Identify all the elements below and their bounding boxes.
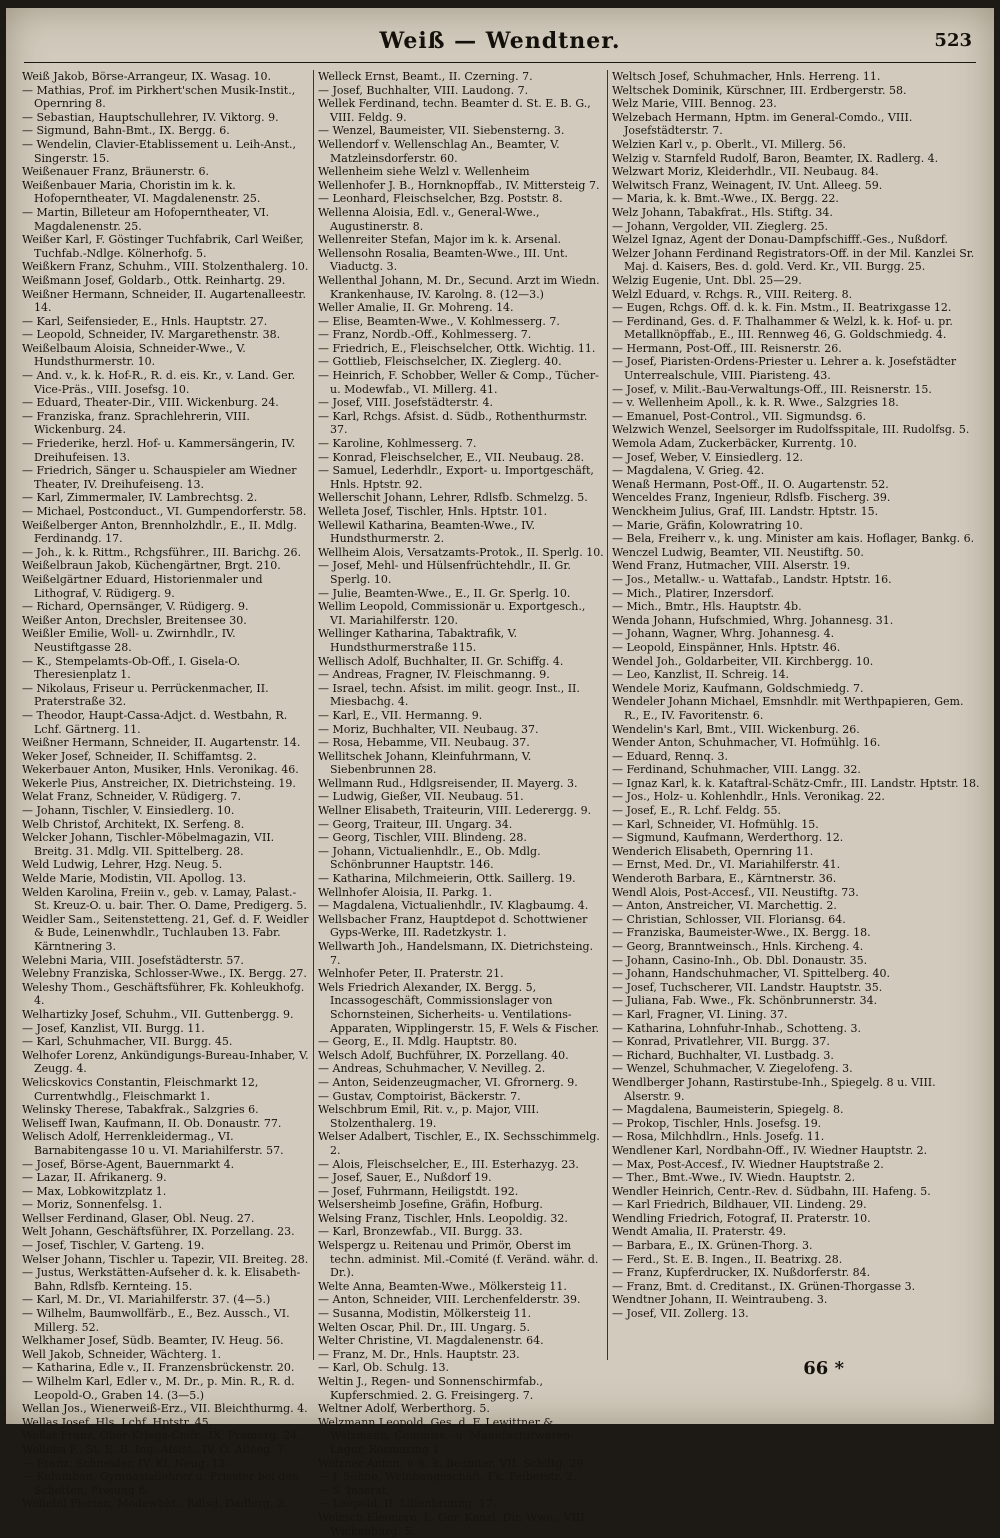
directory-entry: Welhartizky Josef, Schuhm., VII. Guttenbergg. 9. [22,1007,294,1021]
directory-entry: — Karl, E., VII. Hermanng. 9. [318,708,483,722]
directory-entry: Weißelberger Anton, Brennholzhdlr., E., II. Mdlg. Ferdinandg. 17. [22,518,297,546]
directory-entry: Wendler Heinrich, Centr.-Rev. d. Südbahn, III. Hafeng. 5. [612,1184,931,1198]
directory-entry: — Heinrich, F. Schobber, Weller & Comp., Tücher-u. Modewfab., VI. Millerg. 41. [318,369,599,396]
directory-entry: Wendling Friedrich, Fotograf, II. Praterstr. 10. [612,1211,871,1225]
directory-entry: — Leopold, Schneider, IV. Margarethenstr. 38. [22,328,281,342]
directory-entry: — Anton, Seidenzeugmacher, VI. Gfrornerg. 9. [318,1075,578,1089]
directory-entry: — Josef, v. Milit.-Bau-Verwaltungs-Off., III. Reisnerstr. 15. [612,382,932,396]
directory-entry: — Josef, Sauer, E., Nußdorf 19. [318,1171,492,1185]
directory-entry: — Leo, Kanzlist, II. Schreig. 14. [612,668,789,682]
directory-entry: Welleba F., St. E. B. Ing.-Afsist., IV. Ö. Alleeg. 7. [22,1442,288,1456]
directory-entry: Welte Anna, Beamten-Wwe., Mölkersteig 11. [318,1279,567,1293]
page-number: 523 [934,30,972,51]
directory-entry: Wellenheim siehe Welzl v. Wellenheim [318,165,530,179]
directory-entry: Wellewil Katharina, Beamten-Wwe., IV. Hundsthurmerstr. 2. [318,518,535,546]
directory-entry: — Josef, Fuhrmann, Heiligstdt. 192. [318,1184,519,1198]
directory-entry: — K., Stempelamts-Ob-Off., I. Gisela-O. Theresienplatz 1. [22,654,241,682]
directory-entry: Welisch Adolf, Herrenkleidermag., VI. Barnabitengasse 10 u. VI. Mariahilferstr. 57. [22,1130,284,1157]
directory-entry: Weltschek Dominik, Kürschner, III. Erdbergerstr. 58. [612,83,907,97]
page-header [24,22,976,63]
directory-entry: — Karl, Seifensieder, E., Hnls. Hauptstr. 27. [22,314,268,328]
directory-entry: — Theodor, Haupt-Cassa-Adjct. d. Westbahn, R. Lchf. Gärtnerg. 11. [22,708,288,736]
directory-entry: Wenaß Hermann, Post-Off., II. O. Augartenstr. 52. [612,477,889,491]
directory-entry: — Johann, Handschuhmacher, VI. Spittelberg. 40. [612,967,891,981]
directory-entry: — Ther., Bmt.-Wwe., IV. Wiedn. Hauptstr. 2. [612,1171,856,1185]
directory-entry: — Wenzel, Schuhmacher, V. Ziegelofeng. 3. [612,1062,853,1076]
directory-entry: — Anton, Schneider, VIII. Lerchenfelderstr. 39. [318,1293,581,1307]
directory-entry: — Karl, Ob. Schulg. 13. [318,1361,450,1375]
directory-entry: — Karl, Bronzewfab., VII. Burgg. 33. [318,1225,523,1239]
directory-entry: — Eugen, Rchgs. Off. d. k. k. Fin. Mstm., II. Beatrixgasse 12. [612,301,952,315]
directory-entry: — Mich., Platirer, Inzersdorf. [612,586,774,600]
column-right [612,70,980,1370]
directory-entry: — Richard, Buchhalter, VI. Lustbadg. 3. [612,1048,834,1062]
directory-entry: Welat Franz, Schneider, V. Rüdigerg. 7. [22,790,242,804]
directory-entry: Wendt Amalia, II. Praterstr. 49. [612,1225,787,1239]
directory-entry: — Johann, Tischler, V. Einsiedlerg. 10. [22,804,235,818]
directory-entry: Wendel Joh., Goldarbeiter, VII. Kirchbergg. 10. [612,654,874,668]
directory-entry: — Josef, Weber, V. Einsiedlerg. 12. [612,450,804,464]
directory-entry: — Alois, Fleischselcher, E., III. Esterhazyg. 23. [318,1157,579,1171]
directory-entry: Welzner Anton, v. k. k. Beamter, VII. Schiltg. 29. [318,1456,587,1470]
directory-entry: Welsing Franz, Tischler, Hnls. Leopoldig. 32. [318,1211,568,1225]
directory-entry: Well Jakob, Schneider, Wächterg. 1. [22,1347,222,1361]
directory-entry: — Karl, Rchgs. Afsist. d. Südb., Rothenthurmstr. 37. [318,409,588,437]
directory-entry: — Josef, VII. Zollerg. 13. [612,1307,749,1321]
directory-entry: Weltner Adolf, Werberthorg. 5. [318,1402,490,1416]
directory-entry: — Wilhelm, Baumwollfärb., E., Bez. Aussch., VI. Millerg. 52. [22,1307,290,1334]
directory-entry: — Georg, Branntweinsch., Hnls. Kircheng. 4. [612,940,864,953]
directory-entry: Wellerschit Johann, Lehrer, Rdlsfb. Schmelzg. 5. [318,491,588,505]
directory-entry: Welzl Eduard, v. Rchgs. R., VIII. Reiterg. 8. [612,287,853,301]
directory-entry: — Karl, Fragner, VI. Lining. 37. [612,1007,788,1021]
directory-entry: — Katharina, Edle v., II. Franzensbrückenstr. 20. [22,1361,295,1375]
directory-entry: — Johann, Vergolder, VII. Zieglerg. 25. [612,219,828,233]
directory-entry: Wellenna Aloisia, Edl. v., General-Wwe., Augustinerstr. 8. [318,205,540,233]
directory-entry: Welebny Franziska, Schlosser-Wwe., IX. Bergg. 27. [22,967,307,981]
directory-entry: — Max, Lobkowitzplatz 1. [22,1184,167,1198]
directory-entry: — Ludwig, Gießer, VII. Neubaug. 51. [318,790,524,804]
directory-entry: Welkhamer Josef, Südb. Beamter, IV. Heug. 56. [22,1334,284,1348]
directory-entry: — Marie, Gräfin, Kolowratring 10. [612,518,803,532]
directory-entry: Welleck Ernst, Beamt., II. Czerning. 7. [318,70,533,83]
directory-entry: Wendelin's Karl, Bmt., VIII. Wickenburg. 26. [612,722,860,736]
directory-entry: — Johann, Victualienhdlr., E., Ob. Mdlg. Schönbrunner Hauptstr. 146. [318,844,541,872]
directory-entry: — Katharina, Lohnfuhr-Inhab., Schotteng. 3. [612,1021,862,1035]
directory-entry: Weißelbraun Jakob, Küchengärtner, Brgt. 210. [22,559,281,573]
directory-entry: Welhofer Lorenz, Ankündigungs-Bureau-Inhaber, V. Zeugg. 4. [22,1048,309,1076]
directory-entry: — Gottlieb, Fleischselcher, IX. Zieglerg. 40. [318,355,562,369]
directory-entry: — Elise, Beamten-Wwe., V. Kohlmesserg. 7. [318,314,560,328]
directory-entry: Wemola Adam, Zuckerbäcker, Kurrentg. 10. [612,437,857,451]
directory-entry: — Josef, E., R. Lchf. Feldg. 55. [612,804,782,818]
directory-entry: — Friedrich, Sänger u. Schauspieler am Wiedner Theater, IV. Dreihufeiseng. 13. [22,464,297,491]
column-middle [318,70,604,1538]
directory-entry: Wend Franz, Hutmacher, VIII. Alserstr. 19. [612,559,851,573]
directory-entry: — Joh., k. k. Rittm., Rchgsführer., III. Barichg. 26. [22,545,301,559]
directory-entry: Weißler Emilie, Woll- u. Zwirnhdlr., IV. Neustiftgasse 28. [22,627,236,654]
directory-entry: — Wenzel, Baumeister, VII. Siebensterng. 3. [318,124,565,138]
directory-entry: — Anton, Anstreicher, VI. Marchettig. 2. [612,899,837,913]
directory-entry: Wenckheim Julius, Graf, III. Landstr. Hptstr. 15. [612,505,879,518]
directory-entry: — Martin, Billeteur am Hofoperntheater, VI. Magdalenenstr. 25. [22,205,270,233]
directory-entry: — Franz, Bmt. d. Creditanst., IX. Grünen-Thorgasse 3. [612,1279,916,1293]
directory-entry: Welwitsch Franz, Weinagent, IV. Unt. Alleeg. 59. [612,178,883,192]
directory-entry: — Magdalena, Victualienhdlr., IV. Klagbaumg. 4. [318,899,589,913]
directory-entry: Wels Friedrich Alexander, IX. Bergg. 5, Incassogeschäft, Commissionslager von Schornsteinen, Sicherheits- u. Ventilations-Apparaten, Wipplingerstr. 15, F. Wels & Fischer. [318,980,600,1035]
directory-entry: Welzig Eugenie, Unt. Dbl. 25—29. [612,273,802,287]
directory-entry: Welschbrum Emil, Rit. v., p. Major, VIII. Stolzenthalerg. 19. [318,1103,540,1130]
signature-mark: 66 * [803,1358,844,1379]
directory-entry: — Friederike, herzl. Hof- u. Kammersängerin, IV. Dreihufeisen. 13. [22,437,296,464]
directory-entry: — Ferdinand, Schuhmacher, VIII. Langg. 32. [612,763,861,777]
directory-entry: Weleshy Thom., Geschäftsführer, Fk. Kohleukhofg. 4. [22,980,305,1008]
directory-entry: Wenceldes Franz, Ingenieur, Rdlsfb. Fischerg. 39. [612,491,891,505]
directory-entry: Wekerbauer Anton, Musiker, Hnls. Veronikag. 46. [22,763,299,777]
directory-entry: Wellinger Katharina, Tabaktrafik, V. Hundsthurmerstraße 115. [318,627,518,654]
directory-entry: Wellat Franz, Ober-Kriegs-Cmfr., IX. Pramerg. 24. [22,1429,301,1443]
directory-entry: — Franz, Nordb.-Off., Kohlmesserg. 7. [318,328,532,342]
directory-entry: — Karl, Schneider, VI. Hofmühlg. 15. [612,817,819,831]
directory-entry: Welz Marie, VIII. Bennog. 23. [612,97,777,111]
directory-entry: — Josef, VIII. Josefstädterstr. 4. [318,396,494,410]
directory-entry: — Franziska, franz. Sprachlehrerin, VIII. Wickenburg. 24. [22,409,250,437]
directory-entry: Welser Johann, Tischler u. Tapezir, VII. Breiteg. 28. [22,1252,309,1266]
directory-entry: — Karl, M. Dr., VI. Mariahilferstr. 37. (4—5.) [22,1293,271,1307]
directory-entry: Welzer Johann Ferdinand Registrators-Off. in der Mil. Kanzlei Sr. Maj. d. Kaisers, Bes. d. gold. Verd. Kr., VII. Burgg. 25. [612,246,975,274]
directory-entry: Wekerle Pius, Anstreicher, IX. Dietrichsteing. 19. [22,776,296,790]
directory-entry: — Leopold, II. Lilienbrunng. 17. [318,1497,497,1511]
directory-entry: Welzig v. Starnfeld Rudolf, Baron, Beamter, IX. Radlerg. 4. [612,151,939,165]
directory-entry: — Franz, Schneider, IV. Kl. Neug. 12. [22,1456,230,1470]
directory-entry: Welzwich Wenzel, Seelsorger im Rudolfsspitale, III. Rudolfsg. 5. [612,423,970,437]
directory-entry: Wellisch Adolf, Buchhalter, II. Gr. Schiffg. 4. [318,654,564,668]
directory-entry: Welzebach Hermann, Hptm. im General-Comdo., VIII. Josefstädterstr. 7. [612,110,913,138]
directory-entry: Welser Adalbert, Tischler, E., IX. Sechsschimmelg. 2. [318,1130,600,1157]
directory-entry: Welzsch Eleonore, L. Ger. Kanzl. Dir. Wwe., VIII. Wickenburg. 5. [318,1510,589,1538]
directory-entry: Welzien Karl v., p. Oberlt., VI. Millerg. 56. [612,137,846,151]
directory-entry: Welz Johann, Tabakfrat., Hls. Stiftg. 34. [612,205,833,219]
directory-entry: — Ernst, Med. Dr., VI. Mariahilferstr. 41. [612,858,841,872]
directory-entry: — Jos., Holz- u. Kohlenhdlr., Hnls. Veronikag. 22. [612,790,885,804]
directory-entry: Welsch Adolf, Buchführer, IX. Porzellang. 40. [318,1048,569,1062]
directory-entry: Wellenhofer J. B., Hornknopffab., IV. Mittersteig 7. [318,178,600,192]
directory-entry: — Lazar, II. Afrikanerg. 9. [22,1171,167,1185]
directory-entry: — Georg, Tischler, VIII. Blindeng. 28. [318,831,527,845]
directory-entry: Wenderich Elisabeth, Opernring 11. [612,844,814,858]
directory-entry: — Magdalena, V. Grieg. 42. [612,464,765,478]
directory-entry: — Christian, Schlosser, VII. Floriansg. 64. [612,912,846,926]
directory-entry: — Sigmund, Kaufmann, Werderthorg. 12. [612,831,844,845]
directory-entry: Welicskovics Constantin, Fleischmarkt 12, Currentwhdlg., Fleischmarkt 1. [22,1075,259,1103]
directory-entry: — Bela, Freiherr v., k. ung. Minister am kais. Hoflager, Bankg. 6. [612,532,975,546]
directory-entry: Weißelbaum Aloisia, Schneider-Wwe., V. Hundsthurmerstr. 10. [22,341,246,369]
directory-entry: Welnhofer Peter, II. Praterstr. 21. [318,967,504,981]
directory-entry: — Moriz, Buchhalter, VII. Neubaug. 37. [318,722,539,736]
directory-entry: — Eduard, Theater-Dir., VIII. Wickenburg. 24. [22,396,279,410]
directory-entry: Wellenthal Johann, M. Dr., Secund. Arzt im Wiedn. Krankenhause, IV. Karolng. 8. (12—3.) [318,273,600,301]
directory-entry: Wellitschek Johann, Kleinfuhrmann, V. Siebenbrunnen 28. [318,749,532,777]
directory-entry: — Friedrich, E., Fleischselcher, Ottk. Wichtig. 11. [318,341,596,355]
directory-entry: — Israel, techn. Afsist. im milit. geogr. Inst., II. Miesbachg. 4. [318,681,580,709]
directory-entry: — Magdalena, Baumeisterin, Spiegelg. 8. [612,1103,844,1117]
column-divider [607,70,608,1360]
directory-entry: — Julie, Beamten-Wwe., E., II. Gr. Sperlg. 10. [318,586,571,600]
directory-entry: — Prokop, Tischler, Hnls. Josefsg. 19. [612,1116,822,1130]
directory-entry: — Leonhard, Fleischselcher, Bzg. Poststr. 8. [318,192,563,206]
directory-entry: — Josef, Piaristen-Ordens-Priester u. Lehrer a. k. Josefstädter Unterrealschule, VIII. Piaristeng. 43. [612,355,957,383]
directory-entry: — Wilhelm Karl, Edler v., M. Dr., p. Min. R., R. d. Leopold-O., Graben 14. (3—5.) [22,1375,295,1402]
directory-entry: Welspergz u. Reitenau und Primör, Oberst im techn. administ. Mil.-Comité (f. Veränd. währ. d. Dr.). [318,1239,599,1280]
directory-entry: — Franz, Kupferdrucker, IX. Nußdorferstr. 84. [612,1266,871,1280]
directory-entry: — Eduard, Rennq. 3. [612,749,728,763]
directory-entry: — Georg, Traiteur, III. Ungarg. 34. [318,817,513,831]
directory-page [6,8,994,1538]
directory-entry: — Maria, k. k. Bmt.-Wwe., IX. Bergg. 22. [612,192,839,206]
directory-entry: Weißelgärtner Eduard, Historienmaler und Lithograf, V. Rüdigerg. 9. [22,572,263,600]
directory-entry: — Franz, M. Dr., Hnls. Hauptstr. 23. [318,1347,520,1361]
column-left [22,70,310,1511]
directory-entry: Weiß Jakob, Börse-Arrangeur, IX. Wasag. 10. [22,70,271,83]
directory-entry: — Rosa, Milchhdlrn., Hnls. Josefg. 11. [612,1130,825,1144]
directory-entry: — Karoline, Kohlmesserg. 7. [318,437,477,451]
directory-entry: — Kolumban, Gymnasiallehrer u. Priester bei den Schotten, Freiung 6. [22,1470,299,1497]
directory-entry: — Mathias, Prof. im Pirkhert'schen Musik-Instit., Opernring 8. [22,83,296,111]
directory-entry: Welsersheimb Josefine, Gräfin, Hofburg. [318,1198,543,1212]
directory-entry: Welleta Josef, Tischler, Hnls. Hptstr. 101. [318,505,548,518]
directory-entry: Wellsbacher Franz, Hauptdepot d. Schottwiener Gyps-Werke, III. Radetzkystr. 1. [318,912,588,940]
directory-entry: — Andreas, Fragner, IV. Fleischmanng. 9. [318,668,550,682]
directory-entry: Wendeler Johann Michael, Emsnhdlr. mit Werthpapieren, Gem. R., E., IV. Favoritenstr. 6. [612,695,964,722]
directory-entry: Welzel Ignaz, Agent der Donau-Dampfschifff.-Ges., Nußdorf. [612,233,948,247]
directory-entry: — Richard, Opernsänger, V. Rüdigerg. 9. [22,600,249,614]
directory-entry: Wendtner Johann, II. Weintraubeng. 3. [612,1293,828,1307]
directory-entry: — Mich., Bmtr., Hls. Hauptstr. 4b. [612,600,802,614]
directory-entry: Weißmann Josef, Goldarb., Ottk. Reinhartg. 29. [22,273,286,287]
directory-entry: Welden Karolina, Freiin v., geb. v. Lamay, Palast.-St. Kreuz-O. u. bair. Ther. O. Dame, Predigerg. 5. [22,885,307,913]
directory-entry: — Juliana, Fab. Wwe., Fk. Schönbrunnerstr. 34. [612,994,878,1008]
directory-entry: Wenderoth Barbara, E., Kärntnerstr. 36. [612,872,837,886]
directory-entry: — Karl, Zimmermaler, IV. Lambrechtsg. 2. [22,491,258,505]
directory-entry: Weißer Karl, F. Göstinger Tuchfabrik, Carl Weißer, Tuchfab.-Ndlge. Kölnerhofg. 5. [22,233,304,260]
directory-entry: — Barbara, E., IX. Grünen-Thorg. 3. [612,1239,813,1253]
directory-entry: — S. Inserat. [318,1483,390,1497]
directory-entry: Wellan Jos., Wienerweiß-Erz., VII. Bleichthurmg. 4. [22,1402,308,1416]
directory-entry: — Moriz, Sonnenfelsg. 1. [22,1198,163,1212]
directory-entry: — Ignaz Karl, k. k. Kataftral-Schätz-Cmfr., III. Landstr. Hptstr. 18. [612,776,980,790]
directory-entry: Wellnhofer Aloisia, II. Parkg. 1. [318,885,493,899]
directory-entry: Wellner Elisabeth, Traiteurin, VIII. Lederergg. 9. [318,804,592,818]
directory-entry: Welter Christine, VI. Magdalenenstr. 64. [318,1334,544,1348]
directory-entry: — Justus, Werkstätten-Aufseher d. k. k. Elisabeth-Bahn, Rdlsfb. Kernteing. 15. [22,1266,301,1293]
directory-entry: Welb Christof, Architekt, IX. Serfeng. 8. [22,817,245,831]
directory-entry: Welebni Maria, VIII. Josefstädterstr. 57. [22,953,244,967]
directory-entry: — Sigmund, Bahn-Bmt., IX. Bergg. 6. [22,124,230,138]
directory-entry: Wender Anton, Schuhmacher, VI. Hofmühlg. 16. [612,736,881,750]
directory-entry: Wellmann Rud., Hdlgsreisender, II. Mayerg. 3. [318,776,578,790]
directory-entry: — Michael, Postconduct., VI. Gumpendorferstr. 58. [22,505,307,518]
directory-entry: Weker Josef, Schneider, II. Schiffamtsg. 2. [22,749,257,763]
directory-entry: — Karl Friedrich, Bildhauer, VII. Lindeng. 29. [612,1198,867,1212]
directory-entry: — Samuel, Lederhdlr., Export- u. Importgeschäft, Hnls. Hptstr. 92. [318,464,594,491]
directory-entry: Wellim Leopold, Commissionär u. Exportgesch., VI. Mariahilferstr. 120. [318,600,586,627]
directory-entry: Wendlberger Johann, Rastirstube-Inh., Spiegelg. 8 u. VIII. Alserstr. 9. [612,1075,936,1103]
directory-entry: Weltsch Josef, Schuhmacher, Hnls. Herreng. 11. [612,70,881,83]
directory-entry: — v. Wellenheim Apoll., k. k. R. Wwe., Salzgries 18. [612,396,899,410]
directory-entry: — Andreas, Schuhmacher, V. Nevilleg. 2. [318,1062,546,1076]
directory-entry: — Nikolaus, Friseur u. Perrückenmacher, II. Praterstraße 32. [22,681,269,709]
directory-entry: — Susanna, Modistin, Mölkersteig 11. [318,1307,532,1321]
directory-entry: Wellek Ferdinand, techn. Beamter d. St. E. B. G., VIII. Feldg. 9. [318,97,591,124]
directory-entry: — Hermann, Post-Off., III. Reisnerstr. 26. [612,341,842,355]
directory-entry: — Karl, Schuhmacher, VII. Burgg. 45. [22,1035,233,1049]
column-divider [313,70,314,1360]
directory-entry: Welinsky Therese, Tabakfrak., Salzgries 6. [22,1103,259,1117]
directory-entry: — Josef, Tischler, V. Garteng. 19. [22,1239,205,1253]
directory-entry: — Josef, Mehl- und Hülsenfrüchtehdlr., II. Gr. Sperlg. 10. [318,559,571,586]
directory-entry: — Josef, Buchhalter, VIII. Laudong. 7. [318,83,529,97]
directory-entry: — Franziska, Baumeister-Wwe., IX. Bergg. 18. [612,926,871,940]
directory-entry: Welt Johann, Geschäftsführer, IX. Porzellang. 23. [22,1225,295,1239]
directory-entry: Weller Amalie, II. Gr. Mohreng. 14. [318,301,514,315]
directory-entry: — J. Söhne, Weinbaugeschäft, Fk. Felberstr. 2. [318,1470,577,1484]
directory-entry: Wendele Moriz, Kaufmann, Goldschmiedg. 7. [612,681,864,695]
directory-entry: — Katharina, Milchmeierin, Ottk. Saillerg. 19. [318,872,576,886]
directory-entry: Wellser Ferdinand, Glaser, Obl. Neug. 27. [22,1211,255,1225]
directory-entry: — Johann, Wagner, Whrg. Johannesg. 4. [612,627,835,641]
directory-entry: Wenczel Ludwig, Beamter, VII. Neustiftg. 50. [612,545,864,559]
directory-entry: — Ferdinand, Ges. d. F. Thalhammer & Welzl, k. k. Hof- u. pr. Metallknöpffab., E., III. Rennweg 46, G. Goldschmiedg. 4. [612,314,953,342]
directory-entry: Wellendorf v. Wellenschlag An., Beamter, V. Matzleinsdorferstr. 60. [318,137,560,165]
directory-entry: — Max, Post-Accesf., IV. Wiedner Hauptstraße 2. [612,1157,884,1171]
directory-entry: Wellenreiter Stefan, Major im k. k. Arsenal. [318,233,562,247]
directory-entry: — Rosa, Hebamme, VII. Neubaug. 37. [318,736,530,750]
page-title: Weiß — Wendtner. [379,28,621,54]
directory-entry: Weißner Hermann, Schneider, II. Augartenalleestr. 14. [22,287,306,315]
directory-entry: Wellwarth Joh., Handelsmann, IX. Dietrichsteing. 7. [318,940,594,967]
directory-entry: — Ferd., St. E. B. Ingen., II. Beatrixg. 28. [612,1252,843,1266]
directory-entry: — Georg, E., II. Mdlg. Hauptstr. 80. [318,1035,518,1049]
directory-entry: Weld Ludwig, Lehrer, Hzg. Neug. 5. [22,858,223,872]
directory-entry: — Johann, Casino-Inh., Ob. Dbl. Donaustr. 35. [612,953,868,967]
directory-entry: Wellebil Florian, Modewbkt., Rdlsd. Dadlerg. 3. [22,1497,288,1511]
directory-entry: — Emanuel, Post-Control., VII. Sigmundsg. 6. [612,409,867,423]
directory-entry: Wellheim Alois, Versatzamts-Protok., II. Sperlg. 10. [318,545,604,559]
directory-entry: Wellensohn Rosalia, Beamten-Wwe., III. Unt. Viaductg. 3. [318,246,568,274]
directory-entry: — Wendelin, Clavier-Etablissement u. Leih-Anst., Singerstr. 15. [22,137,297,165]
directory-entry: Welzwart Moriz, Kleiderhdlr., VII. Neubaug. 84. [612,165,879,179]
directory-entry: Weißkern Franz, Schuhm., VIII. Stolzenthalerg. 10. [22,260,309,274]
directory-entry: Welde Marie, Modistin, VII. Apollog. 13. [22,872,247,886]
directory-entry: — Josef, Tuchscherer, VII. Landstr. Hauptstr. 35. [612,980,883,994]
directory-entry: — Konrad, Fleischselcher, E., VII. Neubaug. 28. [318,450,585,464]
directory-entry: Weidler Sam., Seitenstetteng. 21, Gef. d. F. Weidler & Bude, Leinenwhdlr., Tuchlauben 13. Fabr. Kärntnering 3. [22,912,309,953]
directory-entry: Welten Oscar, Phil. Dr., III. Ungarg. 5. [318,1320,531,1334]
directory-entry: Wendlener Karl, Nordbahn-Off., IV. Wiedner Hauptstr. 2. [612,1143,928,1157]
directory-entry: — Jos., Metallw.- u. Wattafab., Landstr. Hptstr. 16. [612,572,892,586]
directory-entry: Weißer Anton, Drechsler, Breitensee 30. [22,613,247,627]
directory-entry: Wendl Alois, Post-Accesf., VII. Neustiftg. 73. [612,885,859,899]
directory-entry: Weliseff Iwan, Kaufmann, II. Ob. Donaustr. 77. [22,1116,282,1130]
directory-entry: Wellas Josef, Hls. Lchf. Hptstr. 45. [22,1415,213,1429]
directory-entry: Weltin J., Regen- und Sonnenschirmfab., Kupferschmied. 2. G. Freisingerg. 7. [318,1375,544,1402]
directory-entry: — Konrad, Privatlehrer, VII. Burgg. 37. [612,1035,830,1049]
directory-entry: Wenda Johann, Hufschmied, Whrg. Johannesg. 31. [612,613,894,627]
directory-entry: Weißner Hermann, Schneider, II. Augartenstr. 14. [22,736,301,750]
directory-entry: — Gustav, Comptoirist, Bäckerstr. 7. [318,1089,521,1103]
directory-entry: Welcker Johann, Tischler-Möbelmagazin, VII. Breitg. 31. Mdlg. VII. Spittelberg. 28. [22,831,275,858]
directory-entry: — Josef, Kanzlist, VII. Burgg. 11. [22,1021,205,1035]
directory-entry: Weißenauer Franz, Bräunerstr. 6. [22,165,210,179]
directory-entry: Welzmann Leopold, Ges. d. F. Lewittner & Welzmann, Commiss.- u. Manufacturwaren-Lager, Rosmaring 1. [318,1415,574,1456]
directory-entry: — Sebastian, Hauptschullehrer, IV. Viktorg. 9. [22,110,279,124]
directory-entry: Weißenbauer Maria, Choristin im k. k. Hofoperntheater, VI. Magdalenenstr. 25. [22,178,261,206]
directory-entry: — Leopold, Einspänner, Hnls. Hptstr. 46. [612,640,841,654]
directory-entry: — And. v., k. k. Hof-R., R. d. eis. Kr., v. Land. Ger. Vice-Präs., VIII. Josefsg. 10. [22,369,296,396]
directory-entry: — Josef, Börse-Agent, Bauernmarkt 4. [22,1157,235,1171]
